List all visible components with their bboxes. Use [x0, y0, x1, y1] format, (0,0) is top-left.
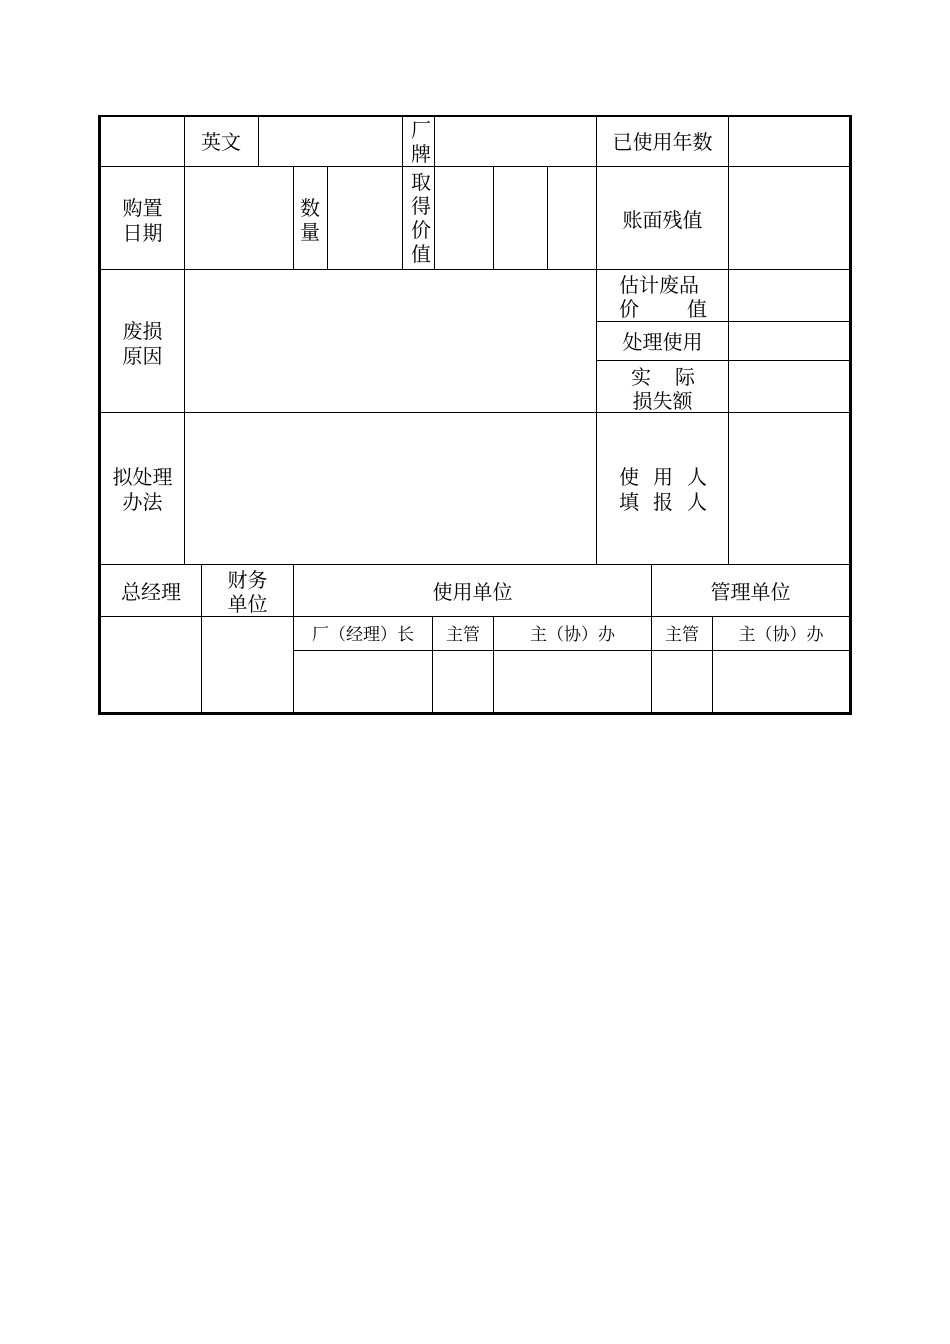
col-divider	[327, 166, 328, 269]
label-user-char: 用	[653, 465, 673, 489]
border-right	[849, 115, 852, 715]
col-divider	[184, 115, 185, 564]
label-actual-loss-l2: 损失额	[632, 389, 693, 413]
label-est-scrap-value-l1: 估计废品	[619, 273, 699, 297]
col-divider	[402, 115, 403, 269]
label-finance-unit-l1: 财务	[227, 568, 268, 592]
label-english: 英文	[201, 130, 241, 154]
label-general-manager: 总经理	[121, 580, 181, 604]
row-divider	[98, 412, 852, 413]
label-acquisition-value: 取得价值	[411, 170, 431, 266]
row-divider	[98, 166, 852, 167]
row-divider	[596, 360, 852, 361]
label-disposal-cost: 处理使用	[622, 330, 703, 354]
label-quantity: 数量	[300, 196, 320, 244]
label-user-char: 人	[687, 465, 707, 489]
row-divider	[98, 616, 852, 617]
col-divider	[547, 166, 548, 269]
label-reporter	[619, 490, 707, 514]
col-divider	[434, 115, 435, 269]
col-divider	[258, 115, 259, 166]
label-co-handler-use: 主（协）办	[530, 625, 615, 645]
label-co-handler-mgmt: 主（协）办	[738, 625, 824, 645]
label-reporter-char: 报	[653, 490, 673, 514]
row-divider	[98, 269, 852, 270]
label-book-residual-value: 账面残值	[622, 208, 703, 232]
label-actual-loss-l1-b: 际	[675, 365, 695, 389]
border-top	[98, 115, 852, 117]
label-supervisor-mgmt: 主管	[665, 625, 699, 645]
label-purchase-date-l1: 购置	[122, 196, 163, 220]
label-damage-reason-l2: 原因	[122, 344, 163, 368]
label-actual-loss-l1	[631, 365, 695, 389]
row-divider	[98, 564, 852, 565]
label-brand: 厂牌	[411, 118, 431, 166]
label-management-unit: 管理单位	[710, 580, 791, 604]
label-est-scrap-value-l2-b: 值	[687, 297, 707, 321]
label-est-scrap-value-l2-a: 价	[619, 297, 639, 321]
label-actual-loss-l1-a: 实	[631, 365, 651, 389]
label-using-unit: 使用单位	[432, 580, 513, 604]
col-divider	[493, 166, 494, 269]
label-proposed-method-l2: 办法	[122, 490, 163, 514]
label-finance-unit-l2: 单位	[227, 592, 268, 616]
label-reporter-char: 人	[687, 490, 707, 514]
label-purchase-date-l2: 日期	[122, 221, 163, 245]
row-divider	[596, 321, 852, 322]
label-factory-manager: 厂（经理）长	[312, 625, 414, 645]
label-reporter-char: 填	[619, 490, 639, 514]
label-user	[619, 465, 707, 489]
label-supervisor-use: 主管	[446, 625, 480, 645]
border-bottom	[98, 712, 852, 715]
label-est-scrap-value-l2	[619, 297, 707, 321]
label-damage-reason-l1: 废损	[122, 319, 163, 343]
label-years-used: 已使用年数	[612, 130, 713, 154]
label-proposed-method-l1: 拟处理	[112, 465, 173, 489]
label-user-char: 使	[619, 465, 639, 489]
col-divider	[728, 115, 729, 564]
col-divider	[293, 166, 294, 269]
row-divider	[293, 650, 852, 651]
